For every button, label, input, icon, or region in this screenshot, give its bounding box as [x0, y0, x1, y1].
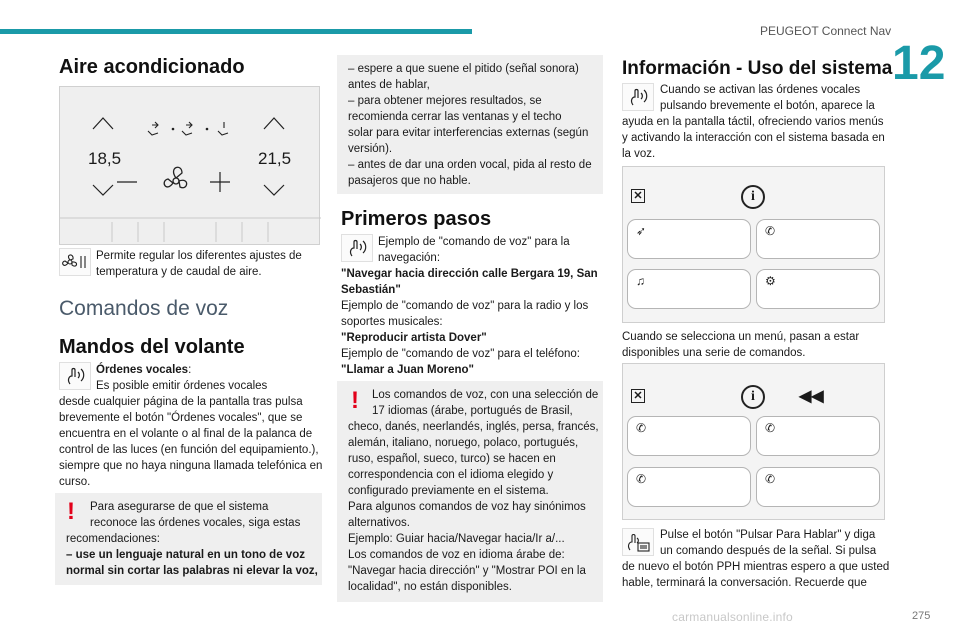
- pph-line-3: de nuevo el botón PPH mientras espero a que usted: [622, 561, 890, 573]
- ordenes-line-5: control de las luces (en función del equipamiento.),: [59, 444, 319, 456]
- temp-left[interactable]: 18,5: [88, 149, 122, 168]
- ordenes-line-6: siempre que no haya ninguna llamada telefónica en: [59, 460, 323, 472]
- voice-commands-screen: [622, 363, 885, 520]
- climate-panel: [59, 86, 320, 245]
- radio-2: soportes musicales:: [341, 316, 443, 328]
- ac-desc-1: Permite regular los diferentes ajustes de: [96, 250, 302, 262]
- chapter-number: 12: [892, 37, 946, 90]
- watermark: carmanualsonline.info: [672, 610, 793, 624]
- command-button-4[interactable]: [756, 467, 880, 507]
- navigation-menu-button[interactable]: [627, 219, 751, 259]
- ordenes-heading: [96, 362, 191, 379]
- warn2-line-5: ruso, español, sueco, turco) se hacen en: [348, 453, 556, 465]
- warn1-line-3: recomendaciones:: [66, 533, 160, 545]
- section-title-comandos: Comandos de voz: [59, 297, 229, 320]
- ex-line-2: navegación:: [378, 252, 441, 264]
- navigation-icon: ➶: [636, 224, 647, 238]
- warn2-line-11: Los comandos de voz en idioma árabe de:: [348, 549, 565, 561]
- phone-icon: ✆: [765, 224, 776, 238]
- pph-line-1: Pulse el botón "Pulsar Para Hablar" y diga: [660, 529, 876, 541]
- close-icon-2[interactable]: ✕: [631, 389, 645, 403]
- info-icon-2[interactable]: i: [741, 385, 765, 409]
- ex-line-1: Ejemplo de "comando de voz" para la: [378, 236, 570, 248]
- cont-line-1: – espere a que suene el pitido (señal sonora): [348, 63, 579, 75]
- settings-icon: ⚙: [765, 274, 776, 288]
- warn2-line-4: alemán, italiano, noruego, polaco, portugués,: [348, 437, 579, 449]
- warn1-line-2: reconoce las órdenes vocales, siga estas: [90, 517, 301, 529]
- warn1-bold-1: – use un lenguaje natural en un tono de voz: [66, 549, 305, 561]
- command-button-1[interactable]: [627, 416, 751, 456]
- cont-line-4: recomienda cerrar las ventanas y el techo: [348, 111, 562, 123]
- warning-icon-2: !: [351, 387, 359, 414]
- warn1-bold-2: normal sin cortar las palabras ni elevar la voz,: [66, 565, 318, 577]
- ordenes-colon: :: [188, 364, 192, 376]
- intro-1: Cuando se activan las órdenes vocales: [660, 84, 861, 96]
- fan-control-icon: [59, 248, 91, 276]
- ordenes-line-3: brevemente el botón "Órdenes vocales", que se: [59, 412, 303, 424]
- voice-command-icon-3: [622, 83, 654, 111]
- warn2-line-2: 17 idiomas (árabe, portugués de Brasil,: [372, 405, 573, 417]
- settings-menu-button[interactable]: [756, 269, 880, 309]
- close-icon[interactable]: ✕: [631, 189, 645, 203]
- section-title-mandos: Mandos del volante: [59, 336, 245, 358]
- ordenes-line-2: desde cualquier página de la pantalla tras pulsa: [59, 396, 303, 408]
- cont-line-3: – para obtener mejores resultados, se: [348, 95, 542, 107]
- phone-icon-2: ✆: [765, 421, 776, 435]
- command-button-3[interactable]: [627, 467, 751, 507]
- pph-line-2: un comando después de la señal. Si pulsa: [660, 545, 877, 557]
- phone-cmd: "Llamar a Juan Moreno": [341, 364, 474, 376]
- voice-command-icon-2: [341, 234, 373, 262]
- push-to-talk-icon: [622, 528, 654, 556]
- pph-line-4: hable, terminará la conversación. Recuerde que: [622, 577, 867, 589]
- intro-5: la voz.: [622, 148, 656, 160]
- ordenes-line-4: encuentra en el volante o al final de la palanca de: [59, 428, 313, 440]
- phone-menu-button[interactable]: [756, 219, 880, 259]
- ordenes-line-1: Es posible emitir órdenes vocales: [96, 380, 268, 392]
- header-title: PEUGEOT Connect Nav: [760, 24, 892, 38]
- section-title-primeros: Primeros pasos: [341, 208, 492, 230]
- warn2-line-9: alternativos.: [348, 517, 411, 529]
- menu-line-2: disponibles una serie de comandos.: [622, 347, 806, 359]
- warn1-line-1: Para asegurarse de que el sistema: [90, 501, 269, 513]
- cont-line-8: pasajeros que no hable.: [348, 175, 471, 187]
- warn2-line-12: "Navegar hacia dirección" y "Mostrar POI en la: [348, 565, 586, 577]
- nav-cmd-1: "Navegar hacia dirección calle Bergara 19, San: [341, 268, 598, 280]
- warn2-line-3: checo, danés, neerlandés, inglés, persa, francés,: [348, 421, 599, 433]
- cont-line-6: versión).: [348, 143, 393, 155]
- header-bar: [0, 29, 472, 34]
- warn2-line-8: Para algunos comandos de voz hay sinónimos: [348, 501, 586, 513]
- warn2-line-10: Ejemplo: Guiar hacia/Navegar hacia/Ir a/...: [348, 533, 565, 545]
- info-icon[interactable]: i: [741, 185, 765, 209]
- radio-1: Ejemplo de "comando de voz" para la radio y los: [341, 300, 589, 312]
- ac-desc-2: temperatura y de caudal de aire.: [96, 266, 262, 278]
- cont-line-5: solar para evitar interferencias externas (según: [348, 127, 589, 139]
- music-menu-button[interactable]: [627, 269, 751, 309]
- back-icon[interactable]: ◀◀: [799, 388, 824, 405]
- warn2-line-6: correspondencia con el idioma elegido y: [348, 469, 554, 481]
- cont-line-7: – antes de dar una orden vocal, pida al resto de: [348, 159, 592, 171]
- phone-icon-4: ✆: [765, 472, 776, 486]
- section-title-informacion: Información - Uso del sistema: [622, 58, 893, 79]
- intro-2: pulsando brevemente el botón, aparece la: [660, 100, 875, 112]
- page-number: 275: [912, 610, 931, 622]
- nav-cmd-2: Sebastián": [341, 284, 401, 296]
- section-title-aire: Aire acondicionado: [59, 56, 245, 78]
- warn2-line-13: localidad", no están disponibles.: [348, 581, 512, 593]
- warn2-line-1: Los comandos de voz, con una selección de: [372, 389, 599, 401]
- temp-right[interactable]: 21,5: [258, 149, 292, 168]
- voice-menu-screen: [622, 166, 885, 323]
- phone-1: Ejemplo de "comando de voz" para el teléfono:: [341, 348, 580, 360]
- warn2-line-7: configurado previamente en el sistema.: [348, 485, 549, 497]
- voice-command-icon: [59, 362, 91, 390]
- ordenes-line-7: curso.: [59, 476, 91, 488]
- intro-4: y activando la interacción con el sistema basada en: [622, 132, 885, 144]
- phone-icon-1: ✆: [636, 421, 647, 435]
- radio-cmd: "Reproducir artista Dover": [341, 332, 487, 344]
- phone-icon-3: ✆: [636, 472, 647, 486]
- command-button-2[interactable]: [756, 416, 880, 456]
- intro-3: ayuda en la pantalla táctil, ofreciendo varios menús: [622, 116, 884, 128]
- music-icon: ♫: [636, 274, 645, 288]
- menu-line-1: Cuando se selecciona un menú, pasan a estar: [622, 331, 860, 343]
- warning-icon: !: [67, 498, 75, 525]
- cont-line-2: antes de hablar,: [348, 79, 430, 91]
- ordenes-label: Órdenes vocales: [96, 364, 189, 376]
